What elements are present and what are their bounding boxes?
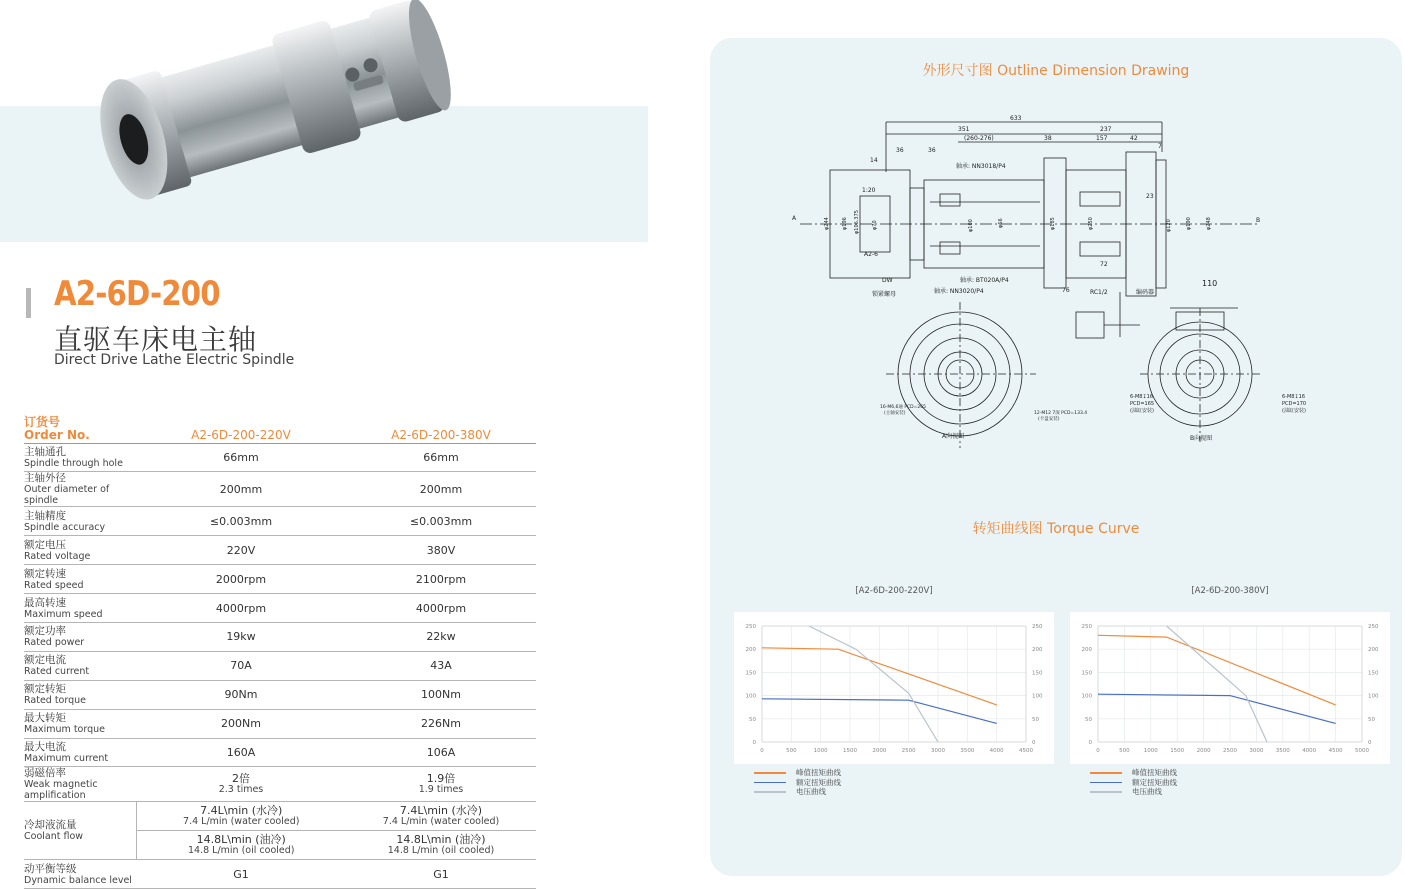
x-tick-label: 3500 (960, 748, 975, 754)
table-row (24, 472, 536, 507)
y-tick-label-right: 100 (1368, 693, 1379, 700)
chart-1-legend (754, 768, 841, 797)
label-hole-a2: (主轴安装) (884, 411, 906, 416)
label-d248: φ248 (1206, 217, 1212, 230)
dim-110: 110 (1202, 279, 1218, 288)
spec-value-220v: 200Nm (221, 717, 261, 731)
label-hole-b2: PCD=165 (1130, 401, 1155, 407)
label-hole-a4: (卡盘安装) (1038, 417, 1060, 422)
table-row (24, 443, 536, 472)
legend-rated-torque: 额定扭矩曲线 (1090, 778, 1177, 788)
chart-2-box (1070, 612, 1390, 764)
y-tick-label-right: 250 (1368, 624, 1379, 630)
x-tick-label: 0 (1096, 748, 1100, 754)
y-tick-label: 0 (1088, 740, 1092, 746)
y-tick-label-right: 200 (1032, 647, 1043, 654)
dim-260-276: (260-276) (964, 135, 994, 142)
dim-36a: 36 (896, 147, 904, 154)
table-row (24, 680, 536, 709)
spec-label: 最高转速 Maximum speed (24, 596, 103, 620)
label-d190: φ190 (1186, 217, 1192, 230)
dim-76: 76 (1062, 287, 1070, 294)
label-d66: φ66 (998, 218, 1004, 228)
coolant-label: 冷却液流量 Coolant flow (24, 802, 136, 860)
legend-peak-swatch (754, 772, 786, 774)
y-tick-label-right: 200 (1368, 647, 1379, 654)
y-tick-label-right: 50 (1032, 716, 1039, 723)
dim-237: 237 (1100, 126, 1112, 133)
spec-value-380v: 106A (426, 745, 456, 759)
legend-peak-torque: 峰值扭矩曲线 (1090, 768, 1177, 778)
spec-value-380v: 200mm (419, 482, 463, 496)
label-d250: φ250 (1088, 217, 1094, 230)
y-tick-label-right: 50 (1368, 716, 1375, 723)
table-row (24, 709, 536, 738)
spec-label: 主轴外径 Outer diameter of spindle (24, 472, 110, 507)
spec-value-220v: 2000rpm (215, 572, 267, 586)
x-tick-label: 4500 (1019, 748, 1033, 754)
table-row-coolant-water: 冷却液流量 Coolant flow 7.4L\min (水冷) 7.4 L/min (water cooled) 7.4L\min (水冷) 7.4 L/min (water cooled) (24, 802, 536, 831)
x-tick-label: 1500 (1170, 748, 1185, 754)
table-row (24, 651, 536, 680)
title-accent-bar (26, 288, 31, 318)
dim-633: 633 (1010, 115, 1022, 122)
spec-label: 最大电流 Maximum current (24, 740, 109, 764)
dim-351: 351 (958, 126, 970, 133)
table-row (24, 507, 536, 536)
torque-chart-220v (734, 612, 1054, 764)
legend-rated-swatch (754, 782, 786, 784)
table-row (24, 594, 536, 623)
dim-7: 7 (1158, 143, 1162, 150)
label-d244: φ244 (824, 217, 830, 230)
label-hole-b1: 6-M8↧16 (1130, 394, 1154, 400)
table-row (24, 622, 536, 651)
label-d106: φ106.375 (854, 210, 860, 234)
y-tick-label: 50 (1085, 716, 1092, 723)
x-tick-label: 500 (1119, 748, 1130, 754)
label-d196: φ196 (842, 217, 848, 230)
spec-value-380v: 380V (426, 543, 456, 557)
model-380v-header: A2-6D-200-380V (391, 427, 491, 442)
x-tick-label: 4000 (989, 748, 1004, 754)
legend-peak-torque: 峰值扭矩曲线 (754, 768, 841, 778)
label-a: A (792, 215, 797, 222)
x-tick-label: 1500 (843, 748, 857, 754)
table-row-weak-magnetic: 弱磁倍率 Weak magnetic amplification 2倍 2.3 times 1.9倍 1.9 times (24, 767, 536, 802)
label-view-a: A向视图 (942, 433, 965, 440)
label-bearing-3: 轴承: NN3020/P4 (934, 288, 984, 295)
dim-38: 38 (1044, 135, 1052, 142)
x-tick-label: 4500 (1328, 748, 1343, 754)
legend-rated-swatch (1090, 782, 1122, 784)
x-tick-label: 3000 (931, 748, 945, 754)
spec-value-380v: 226Nm (421, 717, 461, 731)
x-tick-label: 0 (760, 748, 764, 754)
plot-area-border (762, 626, 1026, 742)
legend-voltage-swatch (1090, 791, 1122, 793)
label-encoder: 编码器 (1136, 289, 1155, 296)
x-tick-label: 2500 (901, 748, 916, 754)
spec-value-220v: 66mm (223, 450, 259, 464)
spec-value-380v: 2100rpm (415, 572, 467, 586)
spec-value-380v: 66mm (423, 450, 459, 464)
label-b: B (1256, 217, 1261, 224)
legend-peak-swatch (1090, 772, 1122, 774)
x-tick-label: 2000 (872, 748, 887, 754)
spec-value-380v: 22kw (426, 630, 456, 644)
y-tick-label: 250 (1081, 624, 1092, 630)
label-d120: φ120 (1166, 219, 1172, 232)
dim-42: 42 (1130, 135, 1138, 142)
y-tick-label: 50 (749, 716, 756, 723)
x-tick-label: 1000 (1143, 748, 1158, 754)
spec-value-380v: ≤0.003mm (409, 514, 473, 528)
dim-23: 23 (1146, 193, 1154, 200)
x-tick-label: 2500 (1223, 748, 1237, 754)
spec-label: 主轴通孔 Spindle through hole (24, 445, 123, 469)
outline-dimension-drawing (790, 112, 1350, 492)
right-panel (710, 38, 1402, 876)
x-tick-label: 500 (786, 748, 797, 754)
spec-label: 最大转矩 Maximum torque (24, 712, 106, 736)
label-a2-6: A2-6 (864, 251, 878, 258)
spec-value-220v: 220V (226, 543, 256, 557)
y-tick-label: 200 (745, 647, 756, 654)
chart-1-box (734, 612, 1054, 764)
table-row-coolant-oil: 14.8L\min (油冷) 14.8 L/min (oil cooled) 14.8L\min (油冷) 14.8 L/min (oil cooled) (24, 831, 536, 860)
label-d185: φ185 (1050, 217, 1056, 230)
x-tick-label: 4000 (1302, 748, 1317, 754)
product-name-en: Direct Drive Lathe Electric Spindle (54, 352, 295, 368)
label-d100: φ100 (968, 219, 974, 232)
spec-value-220v: 4000rpm (215, 601, 267, 615)
spec-table (24, 412, 536, 889)
x-tick-label: 2000 (1196, 748, 1211, 754)
y-tick-label-right: 0 (1032, 740, 1036, 746)
spec-value-220v: 200mm (219, 482, 263, 496)
spec-label: 额定电压 Rated voltage (24, 538, 91, 562)
spindle-product-image (88, 0, 468, 196)
legend-voltage: 电压曲线 (754, 787, 841, 797)
torque-chart-380v (1070, 612, 1390, 764)
spec-value-220v: 90Nm (224, 688, 258, 702)
label-hole-b6: (油缸安装) (1282, 408, 1306, 414)
y-tick-label: 0 (752, 740, 756, 746)
x-tick-label: 3500 (1275, 748, 1290, 754)
model-220v-header: A2-6D-200-220V (191, 427, 291, 442)
y-tick-label-right: 250 (1032, 624, 1043, 630)
label-hole-b4: 6-M8↧16 (1282, 394, 1306, 400)
spec-table-header (24, 412, 536, 443)
y-tick-label: 250 (745, 624, 756, 630)
spec-value-220v: 160A (226, 745, 256, 759)
legend-rated-torque: 额定扭矩曲线 (754, 778, 841, 788)
chart-1-caption: [A2-6D-200-220V] (855, 586, 933, 596)
label-locknut: 锁紧螺母 (872, 291, 897, 298)
table-row (24, 565, 536, 594)
y-tick-label: 100 (1081, 693, 1092, 700)
label-rc: RC1/2 (1090, 289, 1108, 296)
x-tick-label: 3000 (1249, 748, 1264, 754)
table-row-balance: 动平衡等级 Dynamic balance level G1 G1 (24, 860, 536, 889)
label-view-b: B向视图 (1190, 435, 1213, 442)
x-tick-label: 1000 (813, 748, 828, 754)
dim-72: 72 (1100, 261, 1108, 268)
chart-2-legend (1090, 768, 1177, 797)
legend-voltage-swatch (754, 791, 786, 793)
order-no-header: 订货号 Order No. (24, 414, 90, 442)
label-hole-a3: 12-M12 7深 PCD=133.4 (1034, 411, 1088, 416)
product-name-cn: 直驱车床电主轴 (54, 323, 258, 356)
spec-value-220v: 70A (230, 659, 252, 673)
x-tick-label: 5000 (1355, 748, 1369, 754)
y-tick-label-right: 150 (1032, 670, 1043, 677)
series-line-2 (809, 626, 938, 742)
table-row (24, 536, 536, 565)
spec-label: 额定功率 Rated power (24, 625, 85, 649)
dim-157: 157 (1096, 135, 1108, 142)
spec-value-220v: 19kw (226, 630, 256, 644)
spec-label: 主轴精度 Spindle accuracy (24, 509, 106, 533)
table-row (24, 738, 536, 767)
label-taper: 1:20 (862, 187, 876, 194)
label-hole-a1: 16-M6,6通 PCD=265 (880, 405, 926, 410)
spec-label: 额定电流 Rated current (24, 654, 90, 678)
y-tick-label: 150 (1081, 670, 1092, 677)
y-tick-label-right: 0 (1368, 740, 1372, 746)
label-bearing-1: 轴承: NN3018/P4 (956, 163, 1006, 170)
y-tick-label-right: 150 (1368, 670, 1379, 677)
outline-drawing-title: 外形尺寸图 Outline Dimension Drawing (922, 63, 1190, 79)
spec-value-380v: 100Nm (421, 688, 461, 702)
y-tick-label: 150 (745, 670, 756, 677)
spec-value-220v: ≤0.003mm (209, 514, 273, 528)
dim-14: 14 (870, 157, 878, 164)
spec-label: 额定转速 Rated speed (24, 567, 84, 591)
y-tick-label-right: 100 (1032, 693, 1043, 700)
torque-curve-title: 转矩曲线图 Torque Curve (972, 521, 1140, 537)
label-bearing-2: 轴承: BT020A/P4 (960, 277, 1009, 284)
label-d70: φ70 (872, 220, 878, 230)
spec-label: 额定转矩 Rated torque (24, 683, 87, 707)
y-tick-label: 100 (745, 693, 756, 700)
label-dw: DW (882, 277, 893, 284)
spec-value-380v: 43A (430, 659, 452, 673)
y-tick-label: 200 (1081, 647, 1092, 654)
dim-36b: 36 (928, 147, 936, 154)
chart-2-caption: [A2-6D-200-380V] (1191, 586, 1269, 596)
legend-voltage: 电压曲线 (1090, 787, 1177, 797)
label-hole-b5: PCD=170 (1282, 401, 1307, 407)
model-title: A2-6D-200 (54, 274, 220, 314)
label-hole-b3: (油缸安装) (1130, 408, 1154, 414)
spec-value-380v: 4000rpm (415, 601, 467, 615)
